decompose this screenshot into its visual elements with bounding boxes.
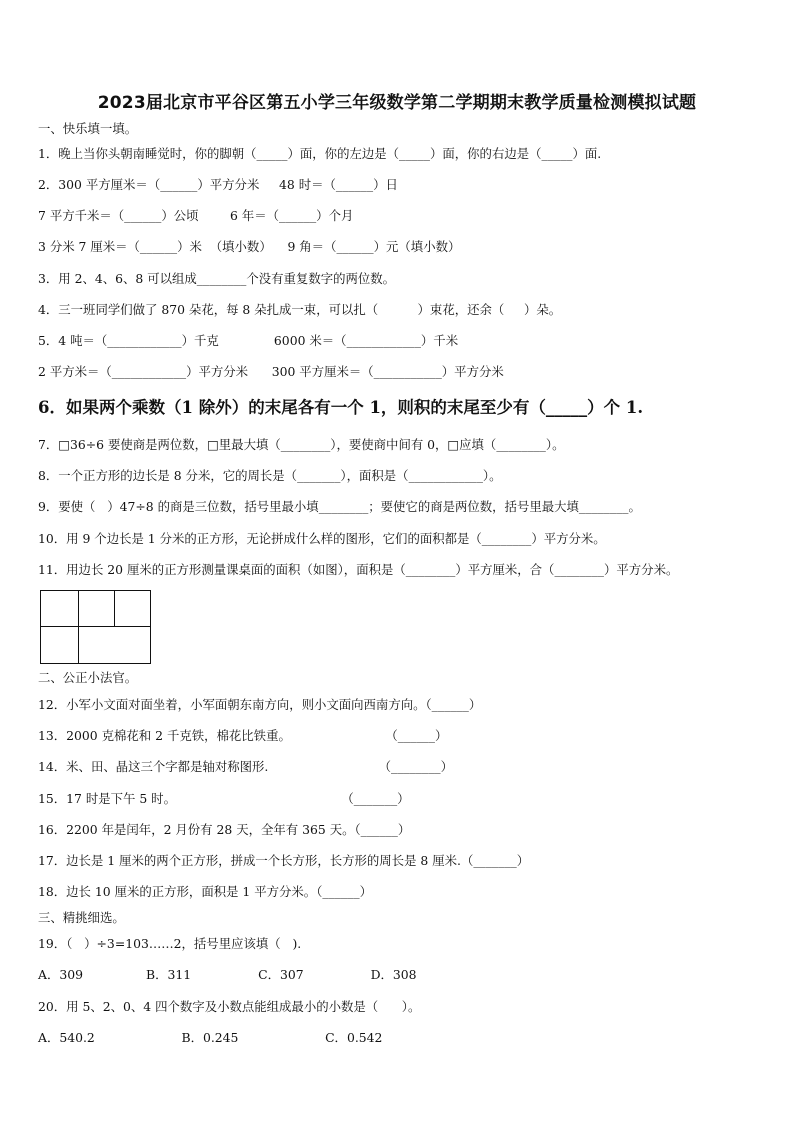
question-16: 16．2200 年是闰年，2 月份有 28 天，全年有 365 天。（______） [38,822,411,837]
question-10: 10．用 9 个边长是 1 分米的正方形，无论拼成什么样的图形，它们的面积都是（________）平方分米。 [38,531,606,546]
question-4: 4．三一班同学们做了 870 朵花，每 8 朵扎成一束，可以扎（ ）束花，还余（ ）朵。 [38,302,562,317]
question-11: 11．用边长 20 厘米的正方形测量课桌面的面积（如图），面积是（________）平方厘米，合（________）平方分米。 [38,562,679,577]
desk-tiling-figure [40,590,151,664]
question-14: 14．米、田、晶这三个字都是轴对称图形. （________） [38,759,453,774]
question-17: 17．边长是 1 厘米的两个正方形，拼成一个长方形，长方形的周长是 8 厘米.（_______） [38,853,530,868]
question-1: 1．晚上当你头朝南睡觉时，你的脚朝（_____）面，你的左边是（_____）面，你的右边是（_____）面. [38,146,602,161]
question-2-part-a: 2．300 平方厘米＝（______）平方分米 48 时＝（______）日 [38,177,398,192]
question-9: 9．要使（ ）47÷8 的商是三位数，括号里最小填________；要使它的商是两位数，括号里最大填________。 [38,499,641,514]
question-20-options: A．540.2 B．0.245 C．0.542 [38,1030,383,1045]
question-7: 7．□36÷6 要使商是两位数，□里最大填（________），要使商中间有 0，□应填（________）。 [38,437,565,452]
question-8: 8．一个正方形的边长是 8 分米，它的周长是（_______），面积是（____________）。 [38,468,502,483]
question-13: 13．2000 克棉花和 2 千克铁，棉花比铁重。 （______） [38,728,448,743]
question-6: 6．如果两个乘数（1 除外）的末尾各有一个 1，则积的末尾至少有（_____）个 1. [38,398,644,417]
question-5-part-b: 2 平方米＝（____________）平方分米 300 平方厘米＝（___________）平方分米 [38,364,504,379]
question-15: 15．17 时是下午 5 时。 （_______） [38,791,410,806]
question-2-part-b: 7 平方千米＝（______）公顷 6 年＝（______）个月 [38,208,354,223]
question-19: 19．（ ）÷3=103……2，括号里应该填（ ). [38,936,302,951]
page-title: 2023届北京市平谷区第五小学三年级数学第二学期期末教学质量检测模拟试题 [97,93,697,113]
section-heading-fill-in: 一、快乐填一填。 [38,121,138,136]
question-18: 18．边长 10 厘米的正方形，面积是 1 平方分米。（______） [38,884,372,899]
section-heading-true-false: 二、公正小法官。 [38,670,138,685]
question-2-part-c: 3 分米 7 厘米＝（______）米 （填小数） 9 角＝（______）元（填小数） [38,239,461,254]
figure-divider-1 [78,591,79,663]
question-12: 12．小军小文面对面坐着，小军面朝东南方向，则小文面向西南方向。（______） [38,697,482,712]
question-5-part-a: 5．4 吨＝（____________）千克 6000 米＝（____________）千米 [38,333,459,348]
figure-divider-2 [114,591,115,627]
section-heading-multiple-choice: 三、精挑细选。 [38,910,125,925]
question-3: 3．用 2、4、6、8 可以组成________个没有重复数字的两位数。 [38,271,396,286]
question-19-options: A．309 B．311 C．307 D．308 [38,967,417,982]
figure-middle-line [41,626,150,627]
question-20: 20．用 5、2、0、4 四个数字及小数点能组成最小的小数是（ ）。 [38,999,421,1014]
